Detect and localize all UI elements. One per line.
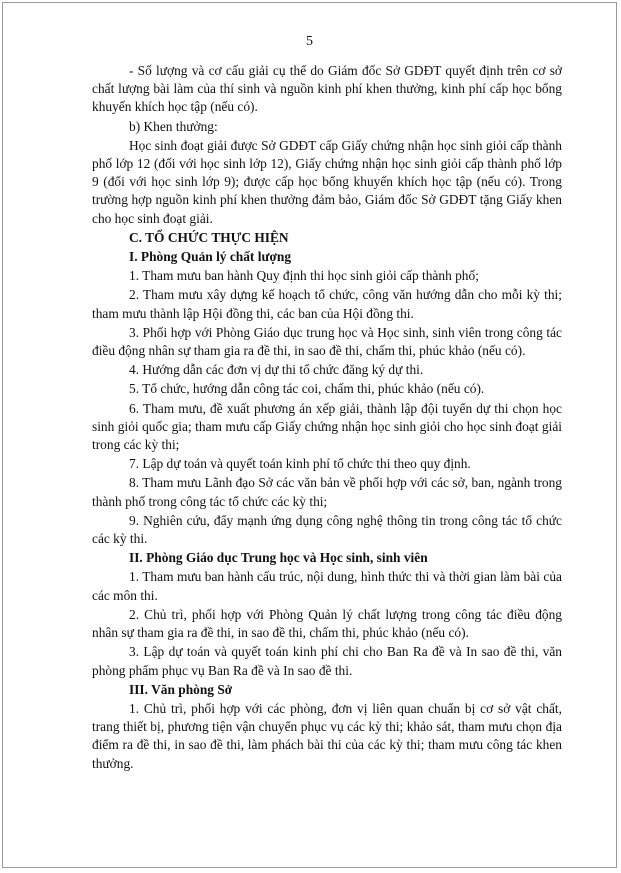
body-paragraph: 5. Tổ chức, hướng dẫn công tác coi, chấm thi, phúc khảo (nếu có). (129, 381, 485, 397)
document-body (92, 62, 562, 774)
section-heading: I. Phòng Quản lý chất lượng (129, 249, 292, 265)
page-number: 5 (306, 34, 313, 49)
body-paragraph: b) Khen thưởng: (129, 118, 218, 134)
body-paragraph: 1. Chủ trì, phối hợp với các phòng, đơn vị liên quan chuẩn bị cơ sở vật chất, trang thiết bị, phương tiện vận chuyển phục vụ các kỳ thi; khảo sát, tham mưu chọn địa điểm ra đề thi, in sao đề thi, làm phách bài thi của các kỳ thi; tham mưu công tác khen thưởng. (92, 700, 562, 771)
section-heading: II. Phòng Giáo dục Trung học và Học sinh, sinh viên (129, 550, 428, 566)
body-paragraph: 3. Phối hợp với Phòng Giáo dục trung học và Học sinh, sinh viên trong công tác điều động nhân sự tham gia ra đề thi, in sao đề thi, chấm thi, phúc khảo (nếu có). (92, 324, 562, 359)
body-paragraph: 2. Tham mưu xây dựng kế hoạch tổ chức, công văn hướng dẫn cho mỗi kỳ thi; tham mưu thành lập Hội đồng thi, các ban của Hội đồng thi. (92, 287, 562, 321)
body-paragraph: 3. Lập dự toán và quyết toán kinh phí chi cho Ban Ra đề và In sao đề thi, văn phòng phẩm phục vụ Ban Ra đề và In sao đề thi. (92, 644, 562, 678)
body-paragraph: 2. Chủ trì, phối hợp với Phòng Quản lý chất lượng trong công tác điều động nhân sự tham gia ra đề thi, in sao đề thi, chấm thi, phúc khảo (nếu có). (92, 606, 562, 641)
body-paragraph: 1. Tham mưu ban hành cấu trúc, nội dung, hình thức thi và thời gian làm bài của các môn thi. (92, 569, 562, 603)
body-paragraph: 9. Nghiên cứu, đẩy mạnh ứng dụng công nghệ thông tin trong công tác tổ chức các kỳ thi. (92, 512, 562, 547)
body-paragraph: 1. Tham mưu ban hành Quy định thi học sinh giỏi cấp thành phố; (129, 268, 479, 284)
body-paragraph: - Số lượng và cơ cấu giải cụ thể do Giám đốc Sở GDĐT quyết định trên cơ sở chất lượng bài làm của thí sinh và nguồn kinh phí khen thưởng, kinh phí cấp học bổng khuyến khích học tập (nếu có). (92, 63, 562, 115)
section-heading: III. Văn phòng Sở (129, 681, 233, 697)
body-paragraph: Học sinh đoạt giải được Sở GDĐT cấp Giấy chứng nhận học sinh giỏi cấp thành phố lớp 12 (đối với học sinh lớp 12), Giấy chứng nhận học sinh giỏi cấp thành phố lớp 9 (đối với học sinh lớp 9); được cấp học bổng khuyến khích học tập (nếu có). Trong trường hợp nguồn kinh phí khen thưởng đảm bảo, Giám đốc Sở GDĐT tặng Giấy khen cho học sinh đoạt giải. (92, 137, 562, 226)
body-paragraph: 6. Tham mưu, đề xuất phương án xếp giải, thành lập đội tuyển dự thi chọn học sinh giỏi quốc gia; tham mưu cấp Giấy chứng nhận học sinh giỏi cho học sinh đoạt giải trong các kỳ thi; (92, 400, 562, 453)
body-paragraph: 8. Tham mưu Lãnh đạo Sở các văn bản về phối hợp với các sở, ban, ngành trong thành phố trong công tác tổ chức các kỳ thi; (92, 475, 562, 509)
section-heading: C. TỔ CHỨC THỰC HIỆN (129, 229, 289, 245)
body-paragraph: 7. Lập dự toán và quyết toán kinh phí tổ chức thi theo quy định. (129, 456, 471, 472)
body-paragraph: 4. Hướng dẫn các đơn vị dự thi tổ chức đăng ký dự thi. (129, 362, 424, 378)
document-page (2, 2, 617, 868)
